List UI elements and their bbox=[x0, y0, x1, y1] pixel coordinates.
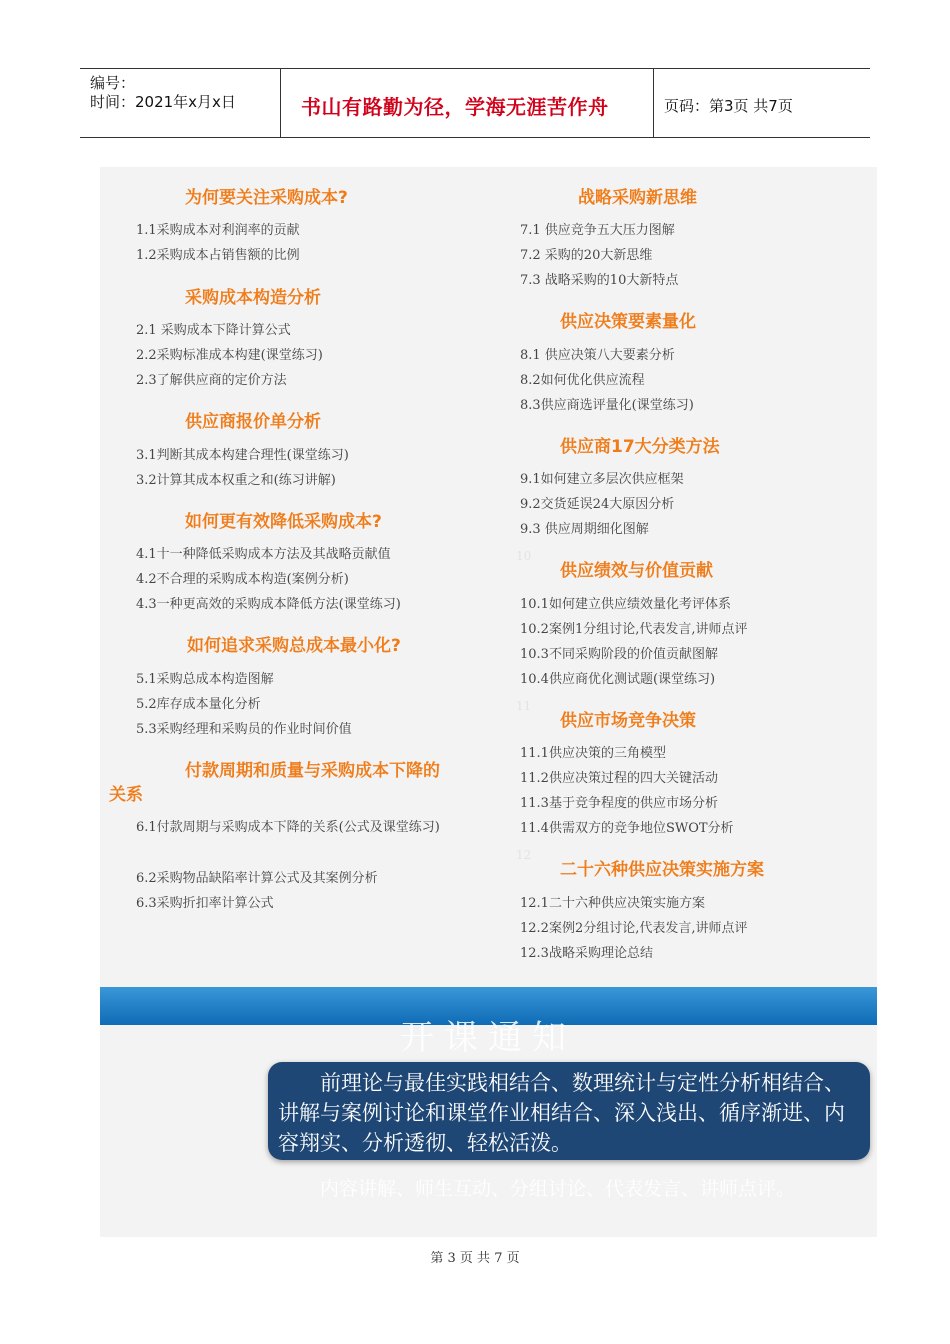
list-item: 5.3采购经理和采购员的作业时间价值 bbox=[136, 722, 352, 737]
list-item: 11.1供应决策的三角模型 bbox=[520, 746, 666, 761]
section-title: 供应决策要素量化 bbox=[560, 312, 696, 332]
list-item: 4.3一种更高效的采购成本降低方法(课堂练习) bbox=[136, 597, 401, 612]
list-item: 5.1采购总成本构造图解 bbox=[136, 672, 274, 687]
list-item: 7.1 供应竞争五大压力图解 bbox=[520, 223, 675, 238]
section-number: 10 bbox=[516, 549, 532, 563]
list-item: 9.3 供应周期细化图解 bbox=[520, 522, 649, 537]
section-title: 为何要关注采购成本? bbox=[185, 188, 348, 208]
section-title: 供应商报价单分析 bbox=[185, 412, 321, 432]
document-header bbox=[80, 68, 870, 138]
list-item: 12.3战略采购理论总结 bbox=[520, 946, 653, 961]
list-item: 10.2案例1分组讨论,代表发言,讲师点评 bbox=[520, 622, 748, 637]
list-item: 9.1如何建立多层次供应框架 bbox=[520, 472, 684, 487]
list-item: 4.2不合理的采购成本构造(案例分析) bbox=[136, 572, 349, 587]
section-title: 战略采购新思维 bbox=[578, 188, 697, 208]
notice-callout-text: 前理论与最佳实践相结合、数理统计与定性分析相结合、讲解与案例讨论和课堂作业相结合、深入浅出、循序渐进、内容翔实、分析透彻、轻松活泼。 bbox=[278, 1071, 845, 1155]
page-label: 页码：第3页 共7页 bbox=[664, 97, 793, 115]
section-title: 如何追求采购总成本最小化? bbox=[187, 636, 401, 656]
section-title: 二十六种供应决策实施方案 bbox=[560, 860, 764, 880]
section-number: 12 bbox=[516, 848, 532, 862]
section-title: 付款周期和质量与采购成本下降的 bbox=[185, 761, 440, 781]
number-label: 编号： bbox=[90, 74, 136, 92]
section-title: 供应商17大分类方法 bbox=[560, 437, 720, 457]
header-page-cell bbox=[654, 69, 870, 137]
list-item: 12.1二十六种供应决策实施方案 bbox=[520, 896, 705, 911]
list-item: 3.1判断其成本构建合理性(课堂练习) bbox=[136, 448, 349, 463]
header-motto-cell bbox=[281, 69, 654, 137]
section-title-continuation: 关系 bbox=[109, 785, 143, 805]
time-label: 时间：2021年x月x日 bbox=[90, 93, 236, 111]
list-item: 6.2采购物品缺陷率计算公式及其案例分析 bbox=[136, 871, 378, 886]
list-item: 2.3了解供应商的定价方法 bbox=[136, 373, 287, 388]
header-meta-cell bbox=[80, 69, 281, 137]
list-item: 1.2采购成本占销售额的比例 bbox=[136, 248, 300, 263]
list-item: 11.4供需双方的竞争地位SWOT分析 bbox=[520, 821, 734, 836]
list-item: 2.1 采购成本下降计算公式 bbox=[136, 323, 291, 338]
list-item: 10.3不同采购阶段的价值贡献图解 bbox=[520, 647, 718, 662]
list-item: 11.3基于竞争程度的供应市场分析 bbox=[520, 796, 718, 811]
list-item: 7.3 战略采购的10大新特点 bbox=[520, 273, 679, 288]
section-title: 供应绩效与价值贡献 bbox=[560, 561, 713, 581]
list-item: 8.3供应商选评量化(课堂练习) bbox=[520, 398, 694, 413]
list-item: 2.2采购标准成本构建(课堂练习) bbox=[136, 348, 323, 363]
list-item: 6.3采购折扣率计算公式 bbox=[136, 896, 274, 911]
list-item: 10.1如何建立供应绩效量化考评体系 bbox=[520, 597, 731, 612]
notice-heading: 开课通知 bbox=[400, 1018, 576, 1058]
page-footer: 第 3 页 共 7 页 bbox=[430, 1251, 520, 1266]
list-item: 7.2 采购的20大新思维 bbox=[520, 248, 653, 263]
section-title: 采购成本构造分析 bbox=[185, 288, 321, 308]
list-item: 9.2交货延误24大原因分析 bbox=[520, 497, 675, 512]
section-number: 11 bbox=[516, 699, 532, 713]
section-title: 供应市场竞争决策 bbox=[560, 711, 696, 731]
list-item: 10.4供应商优化测试题(课堂练习) bbox=[520, 672, 716, 687]
course-outline-panel bbox=[100, 167, 877, 987]
list-item: 8.2如何优化供应流程 bbox=[520, 373, 645, 388]
section-title: 如何更有效降低采购成本? bbox=[185, 512, 382, 532]
notice-ghost-text: 内容讲解、师生互动、分组讨论、代表发言、讲师点评。 bbox=[320, 1178, 796, 1200]
list-item: 5.2库存成本量化分析 bbox=[136, 697, 261, 712]
list-item: 8.1 供应决策八大要素分析 bbox=[520, 348, 675, 363]
list-item: 6.1付款周期与采购成本下降的关系(公式及课堂练习) bbox=[136, 820, 440, 835]
list-item: 1.1采购成本对利润率的贡献 bbox=[136, 223, 300, 238]
motto: 书山有路勤为径，学海无涯苦作舟 bbox=[301, 95, 609, 119]
list-item: 12.2案例2分组讨论,代表发言,讲师点评 bbox=[520, 921, 748, 936]
list-item: 11.2供应决策过程的四大关键活动 bbox=[520, 771, 718, 786]
list-item: 3.2计算其成本权重之和(练习讲解) bbox=[136, 473, 336, 488]
list-item: 4.1十一种降低采购成本方法及其战略贡献值 bbox=[136, 547, 391, 562]
